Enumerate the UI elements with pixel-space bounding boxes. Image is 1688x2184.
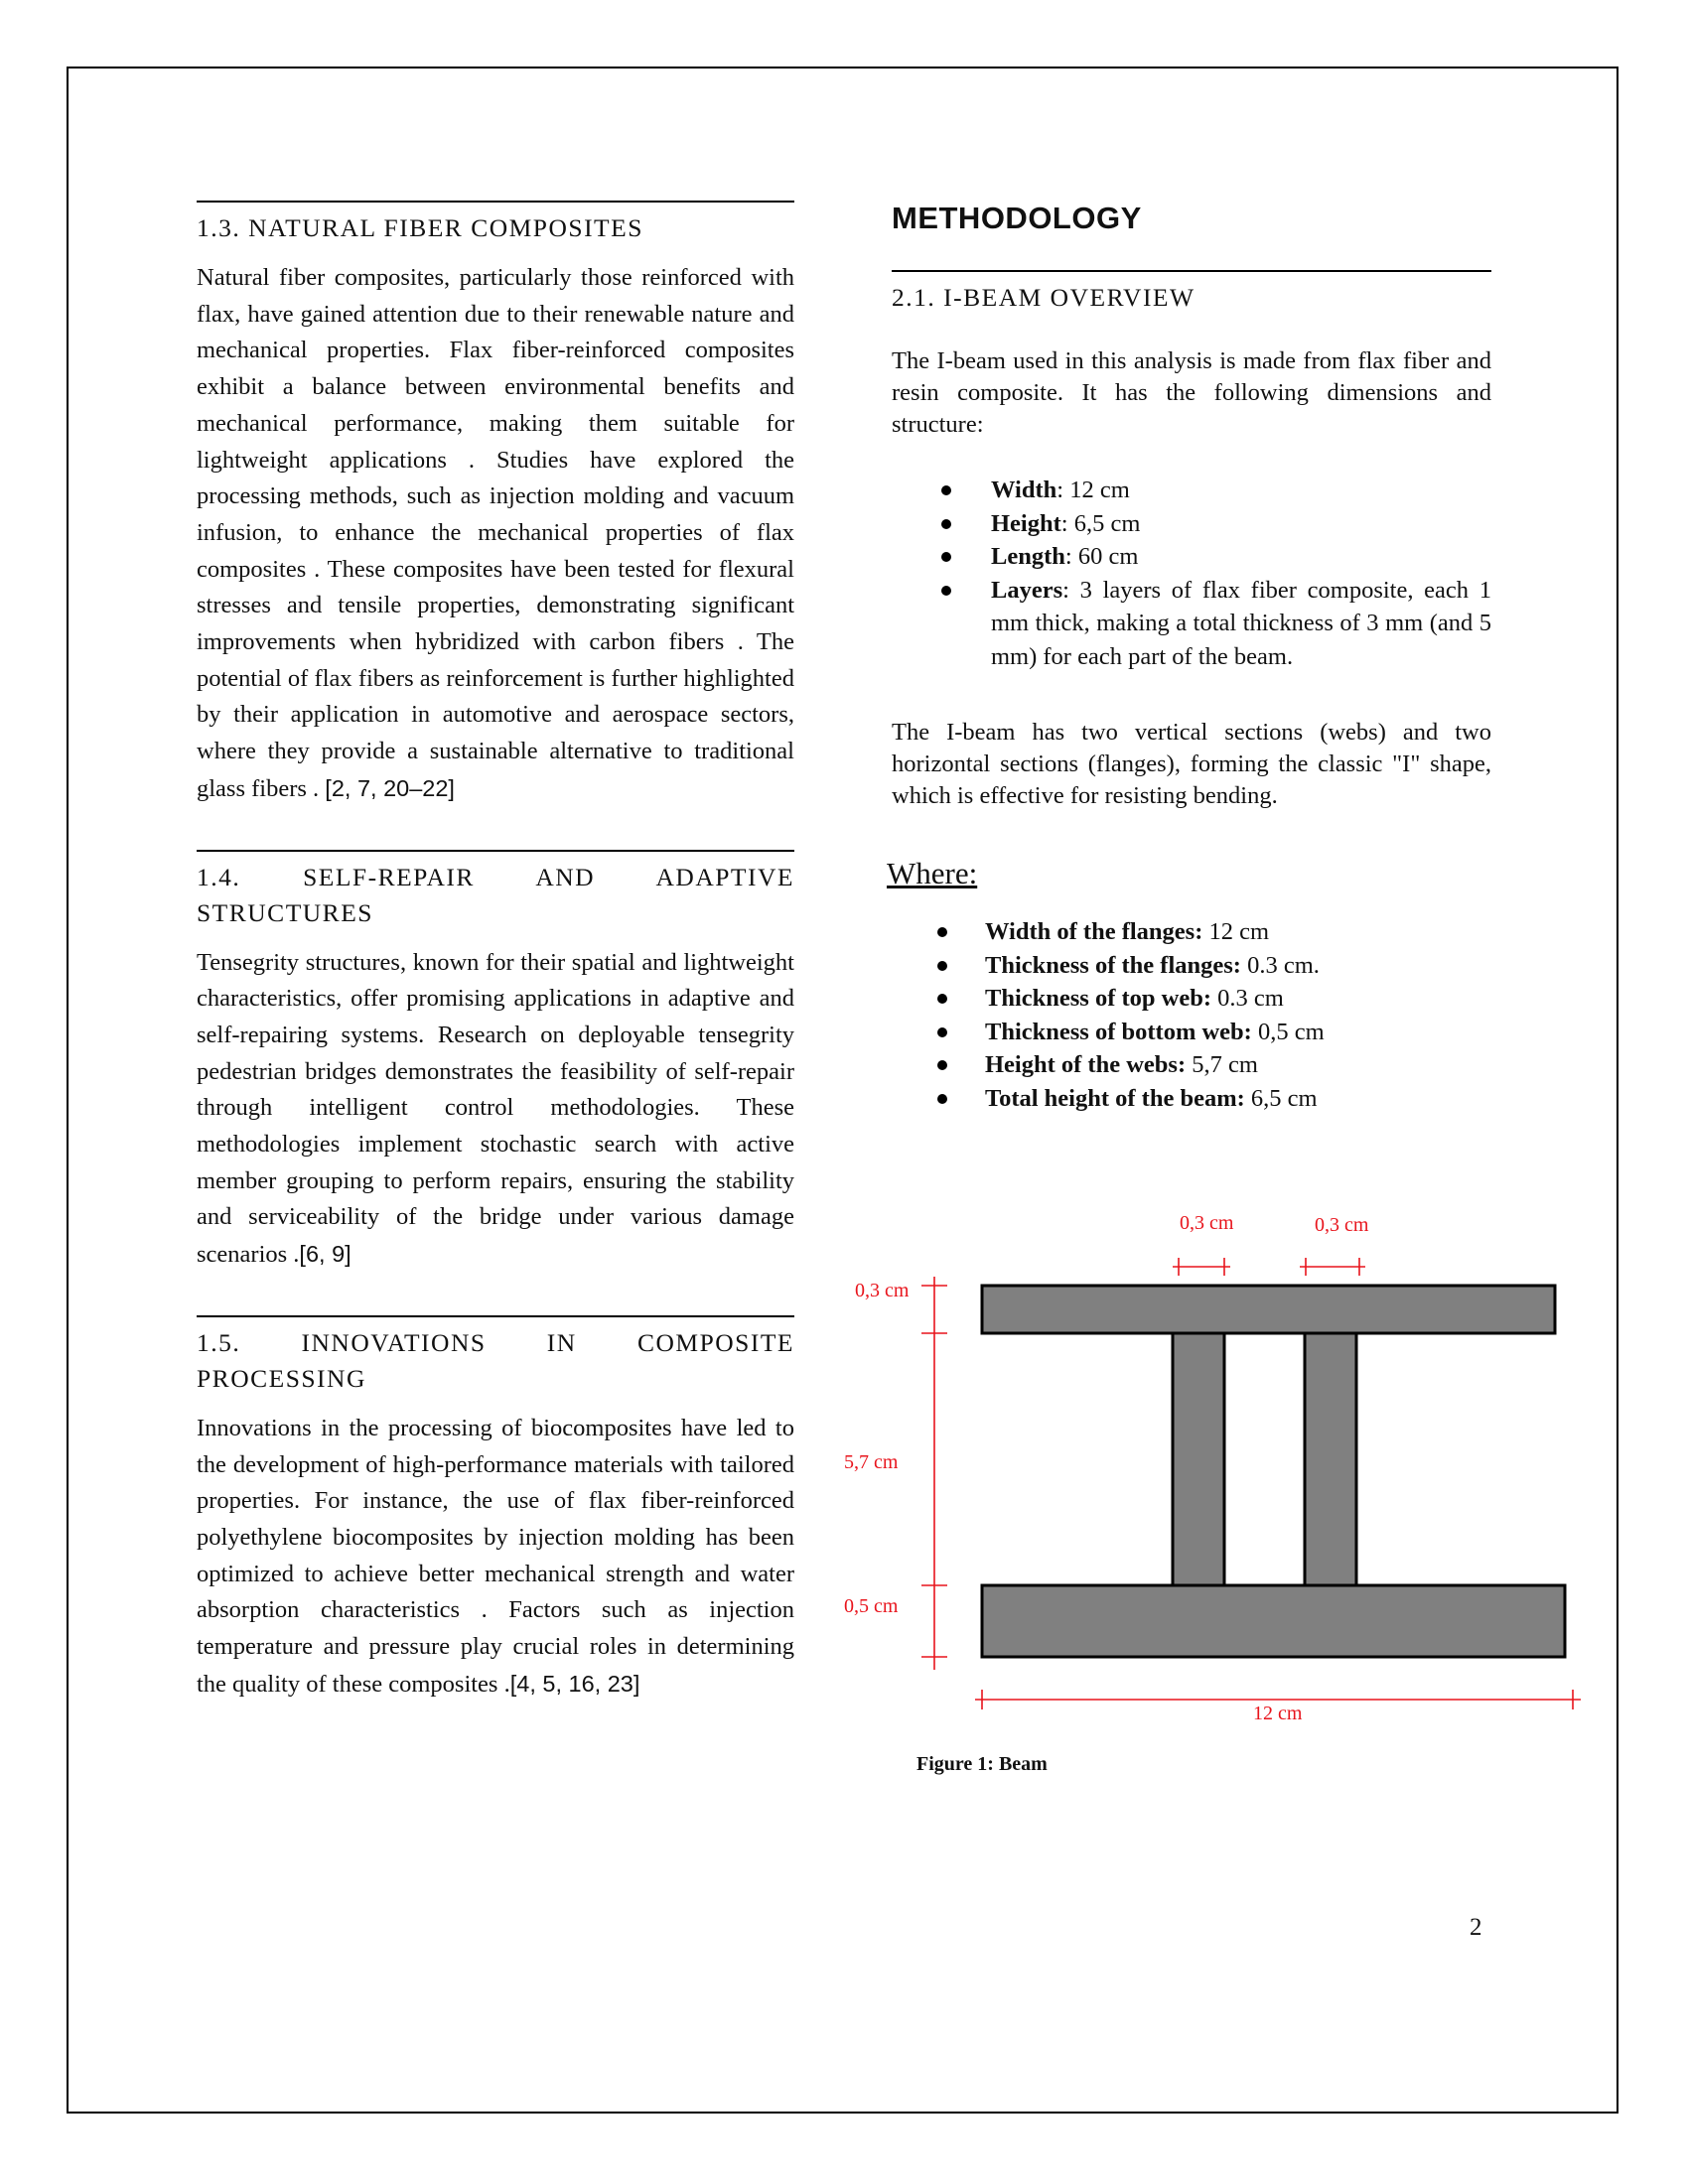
section-body-1-4 [197, 945, 794, 1274]
item-label: Total height of the beam: [985, 1084, 1245, 1112]
item-value: 0.3 cm. [1240, 951, 1320, 979]
item-value: 0.3 cm [1211, 985, 1284, 1012]
dim-label-web-height: 5,7 cm [844, 1451, 899, 1473]
list-item [985, 1016, 1491, 1049]
right-column [887, 201, 1491, 1115]
body-text: Innovations in the processing of biocomposites have led to the development of high-performance materials with tailored properties. For instance, the use of flax fiber-reinforced polyethylene biocomposites by injection molding has been optimized to achieve better mechanical strength and water absorption characteristics . Factors such as injection temperature and pressure play crucial roles in determining the quality of these composites . [197, 1414, 794, 1698]
bullet-icon [937, 994, 947, 1004]
dimension-list [991, 474, 1491, 673]
intro-paragraph: The I-beam used in this analysis is made from flax fiber and resin composite. It has the following dimensions and structure: [892, 347, 1491, 438]
left-column [197, 201, 794, 1704]
item-label: Thickness of the flanges: [985, 951, 1241, 979]
dim-label-web-left: 0,3 cm [1180, 1212, 1234, 1234]
section-heading-1-4: 1.4. SELF-REPAIR AND ADAPTIVE STRUCTURES [197, 850, 794, 931]
item-label: Thickness of top web: [985, 985, 1212, 1012]
item-label: Height [991, 509, 1061, 537]
item-value: 6,5 cm [1244, 1084, 1318, 1112]
list-item [985, 915, 1491, 949]
item-value: : 60 cm [1064, 543, 1139, 570]
item-label: Height of the webs: [985, 1051, 1187, 1078]
item-label: Width [991, 477, 1057, 503]
item-value: 12 cm [1202, 918, 1270, 945]
section-body-1-3 [197, 260, 794, 808]
item-label: Thickness of bottom web: [985, 1018, 1252, 1045]
dim-label-top-flange: 0,3 cm [855, 1280, 910, 1301]
section-heading-1-5: 1.5. INNOVATIONS IN COMPOSITE PROCESSING [197, 1315, 794, 1397]
dim-label-web-right: 0,3 cm [1315, 1214, 1369, 1236]
section-body-1-5 [197, 1411, 794, 1704]
item-value: 0,5 cm [1251, 1018, 1325, 1045]
bullet-icon [941, 485, 951, 495]
item-value: : 12 cm [1056, 477, 1130, 503]
list-item [985, 1048, 1491, 1082]
dim-label-width: 12 cm [1253, 1703, 1303, 1724]
citation[interactable]: [2, 7, 20–22] [325, 774, 455, 801]
section-heading-2-1: 2.1. I-BEAM OVERVIEW [892, 270, 1491, 316]
bullet-icon [937, 927, 947, 937]
description-paragraph: The I-beam has two vertical sections (webs) and two horizontal sections (flanges), forming the classic "I" shape, which is effective for resisting bending. [892, 719, 1491, 809]
figure-caption: Figure 1: Beam [916, 1753, 1048, 1775]
bullet-icon [941, 519, 951, 529]
bullet-icon [941, 552, 951, 562]
bullet-icon [937, 1060, 947, 1070]
item-value: 5,7 cm [1186, 1051, 1258, 1078]
list-item [985, 1082, 1491, 1116]
methodology-title: METHODOLOGY [892, 201, 1142, 235]
citation[interactable]: [6, 9] [299, 1241, 352, 1268]
section-heading-1-3: 1.3. NATURAL FIBER COMPOSITES [197, 201, 794, 246]
bullet-icon [937, 1094, 947, 1104]
item-label: Layers [991, 576, 1063, 604]
bullet-icon [937, 961, 947, 971]
list-item [985, 949, 1491, 983]
item-value: : 6,5 cm [1060, 509, 1141, 537]
where-list [985, 915, 1491, 1115]
list-item [985, 982, 1491, 1016]
item-value: : 3 layers of flax fiber composite, each 1 mm thick, making a total thickness of 3 mm (and 5 mm) for each part of the beam. [991, 576, 1491, 670]
page-number: 2 [1470, 1914, 1482, 1941]
item-label: Width of the flanges: [985, 918, 1203, 945]
list-item [991, 507, 1491, 541]
where-label: Where: [887, 856, 978, 890]
dim-label-bottom-flange: 0,5 cm [844, 1595, 899, 1617]
list-item [991, 574, 1491, 674]
list-item [991, 474, 1491, 507]
citation[interactable]: [4, 5, 16, 23] [509, 1670, 640, 1697]
body-text: Tensegrity structures, known for their spatial and lightweight characteristics, offer promising applications in adaptive and self-repairing systems. Research on deployable tensegrity pedestrian bridges demonstrates the feasibility of self-repair through intelligent control methodologies. These methodologies implement stochastic search with active member grouping to perform repairs, ensuring the stability and serviceability of the bridge under various damage scenarios . [197, 948, 794, 1269]
item-label: Length [991, 543, 1065, 570]
bullet-icon [937, 1027, 947, 1037]
bullet-icon [941, 586, 951, 596]
list-item [991, 540, 1491, 574]
body-text: Natural fiber composites, particularly those reinforced with flax, have gained attention due to their renewable nature and mechanical properties. Flax fiber-reinforced composites exhibit a balance between environmental benefits and mechanical performance, making them suitable for lightweight applications . Studies have explored the processing methods, such as injection molding and vacuum infusion, to enhance the mechanical properties of flax composites . These composites have been tested for flexural stresses and tensile properties, demonstrating significant improvements when hybridized with carbon fibers . The potential of flax fibers as reinforcement is further highlighted by their application in automotive and aerospace sectors, where they provide a sustainable alternative to traditional glass fibers . [197, 264, 794, 802]
